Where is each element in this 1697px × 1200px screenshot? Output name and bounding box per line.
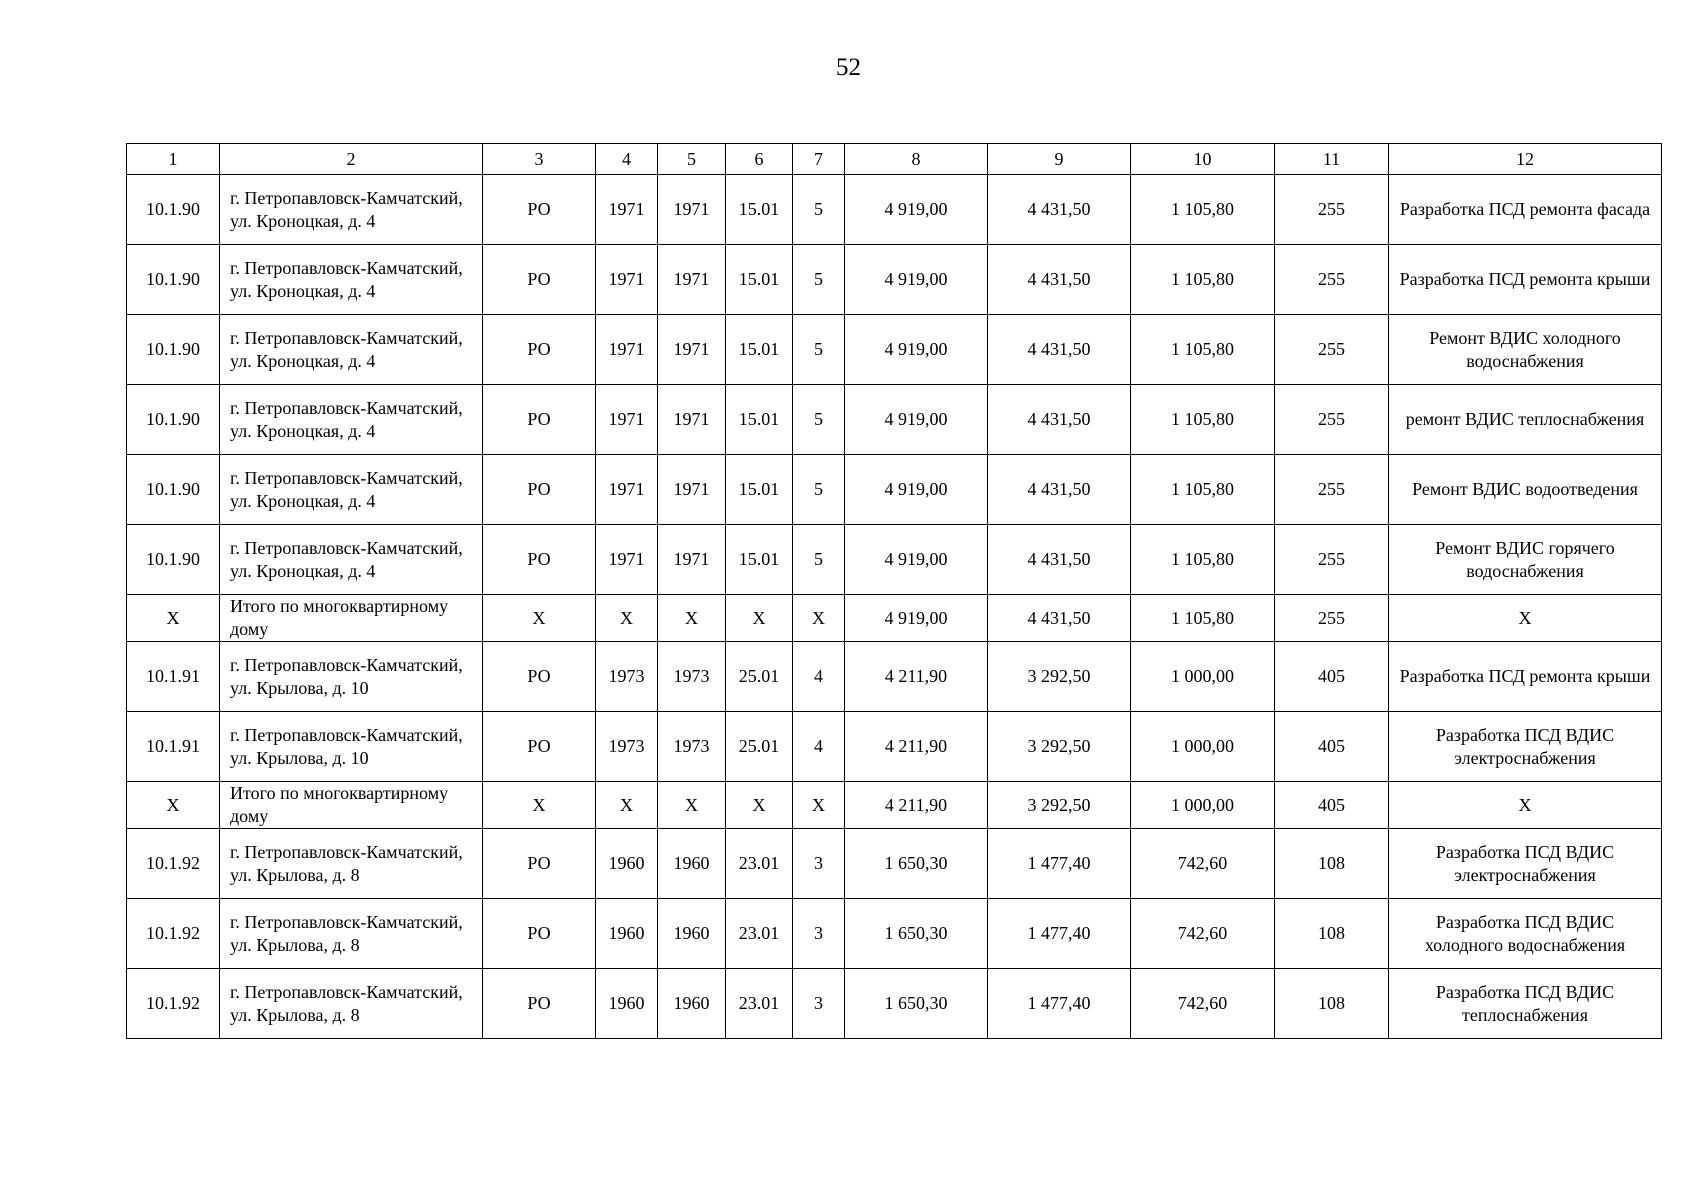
work-type-cell: Х [1389,595,1662,642]
build-year-cell: 1973 [596,642,658,712]
residents-cell: 255 [1275,455,1389,525]
build-year-cell: 1973 [596,712,658,782]
residents-cell: 255 [1275,385,1389,455]
table-row [127,829,1662,899]
living-area-cell: 1 477,40 [988,969,1131,1039]
total-area-cell: 4 919,00 [845,385,988,455]
floors-cell: 3 [793,969,845,1039]
row-number-cell: 10.1.92 [127,969,220,1039]
column-header-6: 6 [726,144,793,175]
floors-cell: 5 [793,525,845,595]
code-cell: 23.01 [726,899,793,969]
page-number: 52 [836,54,861,81]
type-cell: РО [483,385,596,455]
column-header-12: 12 [1389,144,1662,175]
commission-year-cell: 1960 [658,899,726,969]
row-number-cell: Х [127,782,220,829]
nonliving-area-cell: 1 105,80 [1131,245,1275,315]
residents-cell: 108 [1275,899,1389,969]
row-number-cell: 10.1.90 [127,315,220,385]
commission-year-cell: 1960 [658,969,726,1039]
work-type-cell: Х [1389,782,1662,829]
column-header-1: 1 [127,144,220,175]
row-number-cell: 10.1.91 [127,712,220,782]
commission-year-cell: Х [658,782,726,829]
table-row [127,969,1662,1039]
nonliving-area-cell: 1 105,80 [1131,385,1275,455]
nonliving-area-cell: 1 105,80 [1131,315,1275,385]
floors-cell: 4 [793,712,845,782]
column-header-10: 10 [1131,144,1275,175]
row-number-cell: 10.1.92 [127,829,220,899]
total-area-cell: 4 211,90 [845,642,988,712]
residents-cell: 255 [1275,245,1389,315]
nonliving-area-cell: 742,60 [1131,829,1275,899]
address-cell: г. Петропавловск-Камчатский, ул. Кроноцкая, д. 4 [220,245,483,315]
row-number-cell: 10.1.90 [127,245,220,315]
code-cell: Х [726,782,793,829]
work-type-cell: Ремонт ВДИС водоотведения [1389,455,1662,525]
residents-cell: 255 [1275,315,1389,385]
living-area-cell: 1 477,40 [988,899,1131,969]
total-area-cell: 4 919,00 [845,315,988,385]
address-cell: г. Петропавловск-Камчатский, ул. Крылова, д. 8 [220,829,483,899]
nonliving-area-cell: 1 105,80 [1131,455,1275,525]
build-year-cell: 1960 [596,899,658,969]
nonliving-area-cell: 1 105,80 [1131,595,1275,642]
build-year-cell: 1971 [596,315,658,385]
address-cell: г. Петропавловск-Камчатский, ул. Кроноцкая, д. 4 [220,385,483,455]
code-cell: 23.01 [726,969,793,1039]
address-cell: г. Петропавловск-Камчатский, ул. Крылова, д. 8 [220,899,483,969]
work-type-cell: Разработка ПСД ремонта крыши [1389,245,1662,315]
type-cell: Х [483,595,596,642]
work-type-cell: Разработка ПСД ремонта крыши [1389,642,1662,712]
commission-year-cell: Х [658,595,726,642]
work-type-cell: ремонт ВДИС теплоснабжения [1389,385,1662,455]
living-area-cell: 4 431,50 [988,315,1131,385]
table-row [127,642,1662,712]
nonliving-area-cell: 1 000,00 [1131,782,1275,829]
total-row [127,595,1662,642]
type-cell: РО [483,969,596,1039]
floors-cell: 5 [793,175,845,245]
commission-year-cell: 1971 [658,315,726,385]
work-type-cell: Разработка ПСД ВДИС холодного водоснабжения [1389,899,1662,969]
column-header-5: 5 [658,144,726,175]
commission-year-cell: 1971 [658,245,726,315]
floors-cell: 3 [793,899,845,969]
living-area-cell: 4 431,50 [988,385,1131,455]
type-cell: РО [483,712,596,782]
table-body [127,175,1662,1039]
code-cell: 15.01 [726,525,793,595]
residents-cell: 405 [1275,642,1389,712]
row-number-cell: 10.1.92 [127,899,220,969]
column-header-7: 7 [793,144,845,175]
type-cell: РО [483,642,596,712]
living-area-cell: 4 431,50 [988,245,1131,315]
data-table [126,143,1662,1039]
living-area-cell: 4 431,50 [988,455,1131,525]
total-area-cell: 4 919,00 [845,455,988,525]
nonliving-area-cell: 742,60 [1131,899,1275,969]
floors-cell: Х [793,782,845,829]
table-row [127,455,1662,525]
build-year-cell: 1960 [596,969,658,1039]
address-cell: Итого по многоквартирному дому [220,782,483,829]
floors-cell: Х [793,595,845,642]
column-header-9: 9 [988,144,1131,175]
table-row [127,385,1662,455]
total-area-cell: 4 919,00 [845,595,988,642]
code-cell: Х [726,595,793,642]
row-number-cell: 10.1.90 [127,455,220,525]
commission-year-cell: 1973 [658,712,726,782]
row-number-cell: 10.1.90 [127,525,220,595]
floors-cell: 4 [793,642,845,712]
nonliving-area-cell: 1 000,00 [1131,642,1275,712]
row-number-cell: Х [127,595,220,642]
column-header-3: 3 [483,144,596,175]
build-year-cell: 1971 [596,175,658,245]
commission-year-cell: 1971 [658,525,726,595]
floors-cell: 5 [793,455,845,525]
nonliving-area-cell: 742,60 [1131,969,1275,1039]
total-area-cell: 4 919,00 [845,525,988,595]
residents-cell: 405 [1275,782,1389,829]
living-area-cell: 3 292,50 [988,782,1131,829]
work-type-cell: Ремонт ВДИС холодного водоснабжения [1389,315,1662,385]
build-year-cell: 1971 [596,455,658,525]
build-year-cell: 1971 [596,385,658,455]
commission-year-cell: 1960 [658,829,726,899]
code-cell: 15.01 [726,315,793,385]
address-cell: г. Петропавловск-Камчатский, ул. Кроноцкая, д. 4 [220,315,483,385]
build-year-cell: Х [596,782,658,829]
address-cell: г. Петропавловск-Камчатский, ул. Кроноцкая, д. 4 [220,175,483,245]
total-area-cell: 4 211,90 [845,712,988,782]
address-cell: Итого по многоквартирному дому [220,595,483,642]
living-area-cell: 3 292,50 [988,712,1131,782]
type-cell: РО [483,245,596,315]
residents-cell: 405 [1275,712,1389,782]
floors-cell: 5 [793,315,845,385]
total-area-cell: 1 650,30 [845,969,988,1039]
commission-year-cell: 1971 [658,175,726,245]
table-row [127,245,1662,315]
floors-cell: 3 [793,829,845,899]
code-cell: 15.01 [726,385,793,455]
floors-cell: 5 [793,245,845,315]
total-row [127,782,1662,829]
column-header-4: 4 [596,144,658,175]
residents-cell: 255 [1275,175,1389,245]
column-number-row [127,144,1662,175]
code-cell: 25.01 [726,712,793,782]
work-type-cell: Разработка ПСД ВДИС электроснабжения [1389,829,1662,899]
column-header-2: 2 [220,144,483,175]
commission-year-cell: 1971 [658,385,726,455]
code-cell: 15.01 [726,245,793,315]
type-cell: РО [483,899,596,969]
residents-cell: 255 [1275,595,1389,642]
table-row [127,712,1662,782]
commission-year-cell: 1973 [658,642,726,712]
work-type-cell: Разработка ПСД ремонта фасада [1389,175,1662,245]
total-area-cell: 4 211,90 [845,782,988,829]
residents-cell: 108 [1275,829,1389,899]
work-type-cell: Ремонт ВДИС горячего водоснабжения [1389,525,1662,595]
floors-cell: 5 [793,385,845,455]
total-area-cell: 4 919,00 [845,175,988,245]
type-cell: Х [483,782,596,829]
build-year-cell: 1960 [596,829,658,899]
work-type-cell: Разработка ПСД ВДИС теплоснабжения [1389,969,1662,1039]
living-area-cell: 4 431,50 [988,595,1131,642]
address-cell: г. Петропавловск-Камчатский, ул. Кроноцкая, д. 4 [220,455,483,525]
living-area-cell: 1 477,40 [988,829,1131,899]
residents-cell: 255 [1275,525,1389,595]
residents-cell: 108 [1275,969,1389,1039]
type-cell: РО [483,829,596,899]
row-number-cell: 10.1.90 [127,385,220,455]
table-row [127,175,1662,245]
address-cell: г. Петропавловск-Камчатский, ул. Крылова, д. 8 [220,969,483,1039]
living-area-cell: 3 292,50 [988,642,1131,712]
address-cell: г. Петропавловск-Камчатский, ул. Кроноцкая, д. 4 [220,525,483,595]
column-header-11: 11 [1275,144,1389,175]
total-area-cell: 1 650,30 [845,829,988,899]
row-number-cell: 10.1.90 [127,175,220,245]
type-cell: РО [483,455,596,525]
commission-year-cell: 1971 [658,455,726,525]
code-cell: 15.01 [726,175,793,245]
table-row [127,315,1662,385]
type-cell: РО [483,525,596,595]
nonliving-area-cell: 1 105,80 [1131,525,1275,595]
row-number-cell: 10.1.91 [127,642,220,712]
nonliving-area-cell: 1 000,00 [1131,712,1275,782]
build-year-cell: 1971 [596,245,658,315]
code-cell: 25.01 [726,642,793,712]
nonliving-area-cell: 1 105,80 [1131,175,1275,245]
build-year-cell: 1971 [596,525,658,595]
total-area-cell: 4 919,00 [845,245,988,315]
total-area-cell: 1 650,30 [845,899,988,969]
work-type-cell: Разработка ПСД ВДИС электроснабжения [1389,712,1662,782]
table-row [127,899,1662,969]
table-row [127,525,1662,595]
column-header-8: 8 [845,144,988,175]
living-area-cell: 4 431,50 [988,175,1131,245]
code-cell: 23.01 [726,829,793,899]
type-cell: РО [483,175,596,245]
build-year-cell: Х [596,595,658,642]
type-cell: РО [483,315,596,385]
living-area-cell: 4 431,50 [988,525,1131,595]
code-cell: 15.01 [726,455,793,525]
address-cell: г. Петропавловск-Камчатский, ул. Крылова, д. 10 [220,642,483,712]
address-cell: г. Петропавловск-Камчатский, ул. Крылова, д. 10 [220,712,483,782]
